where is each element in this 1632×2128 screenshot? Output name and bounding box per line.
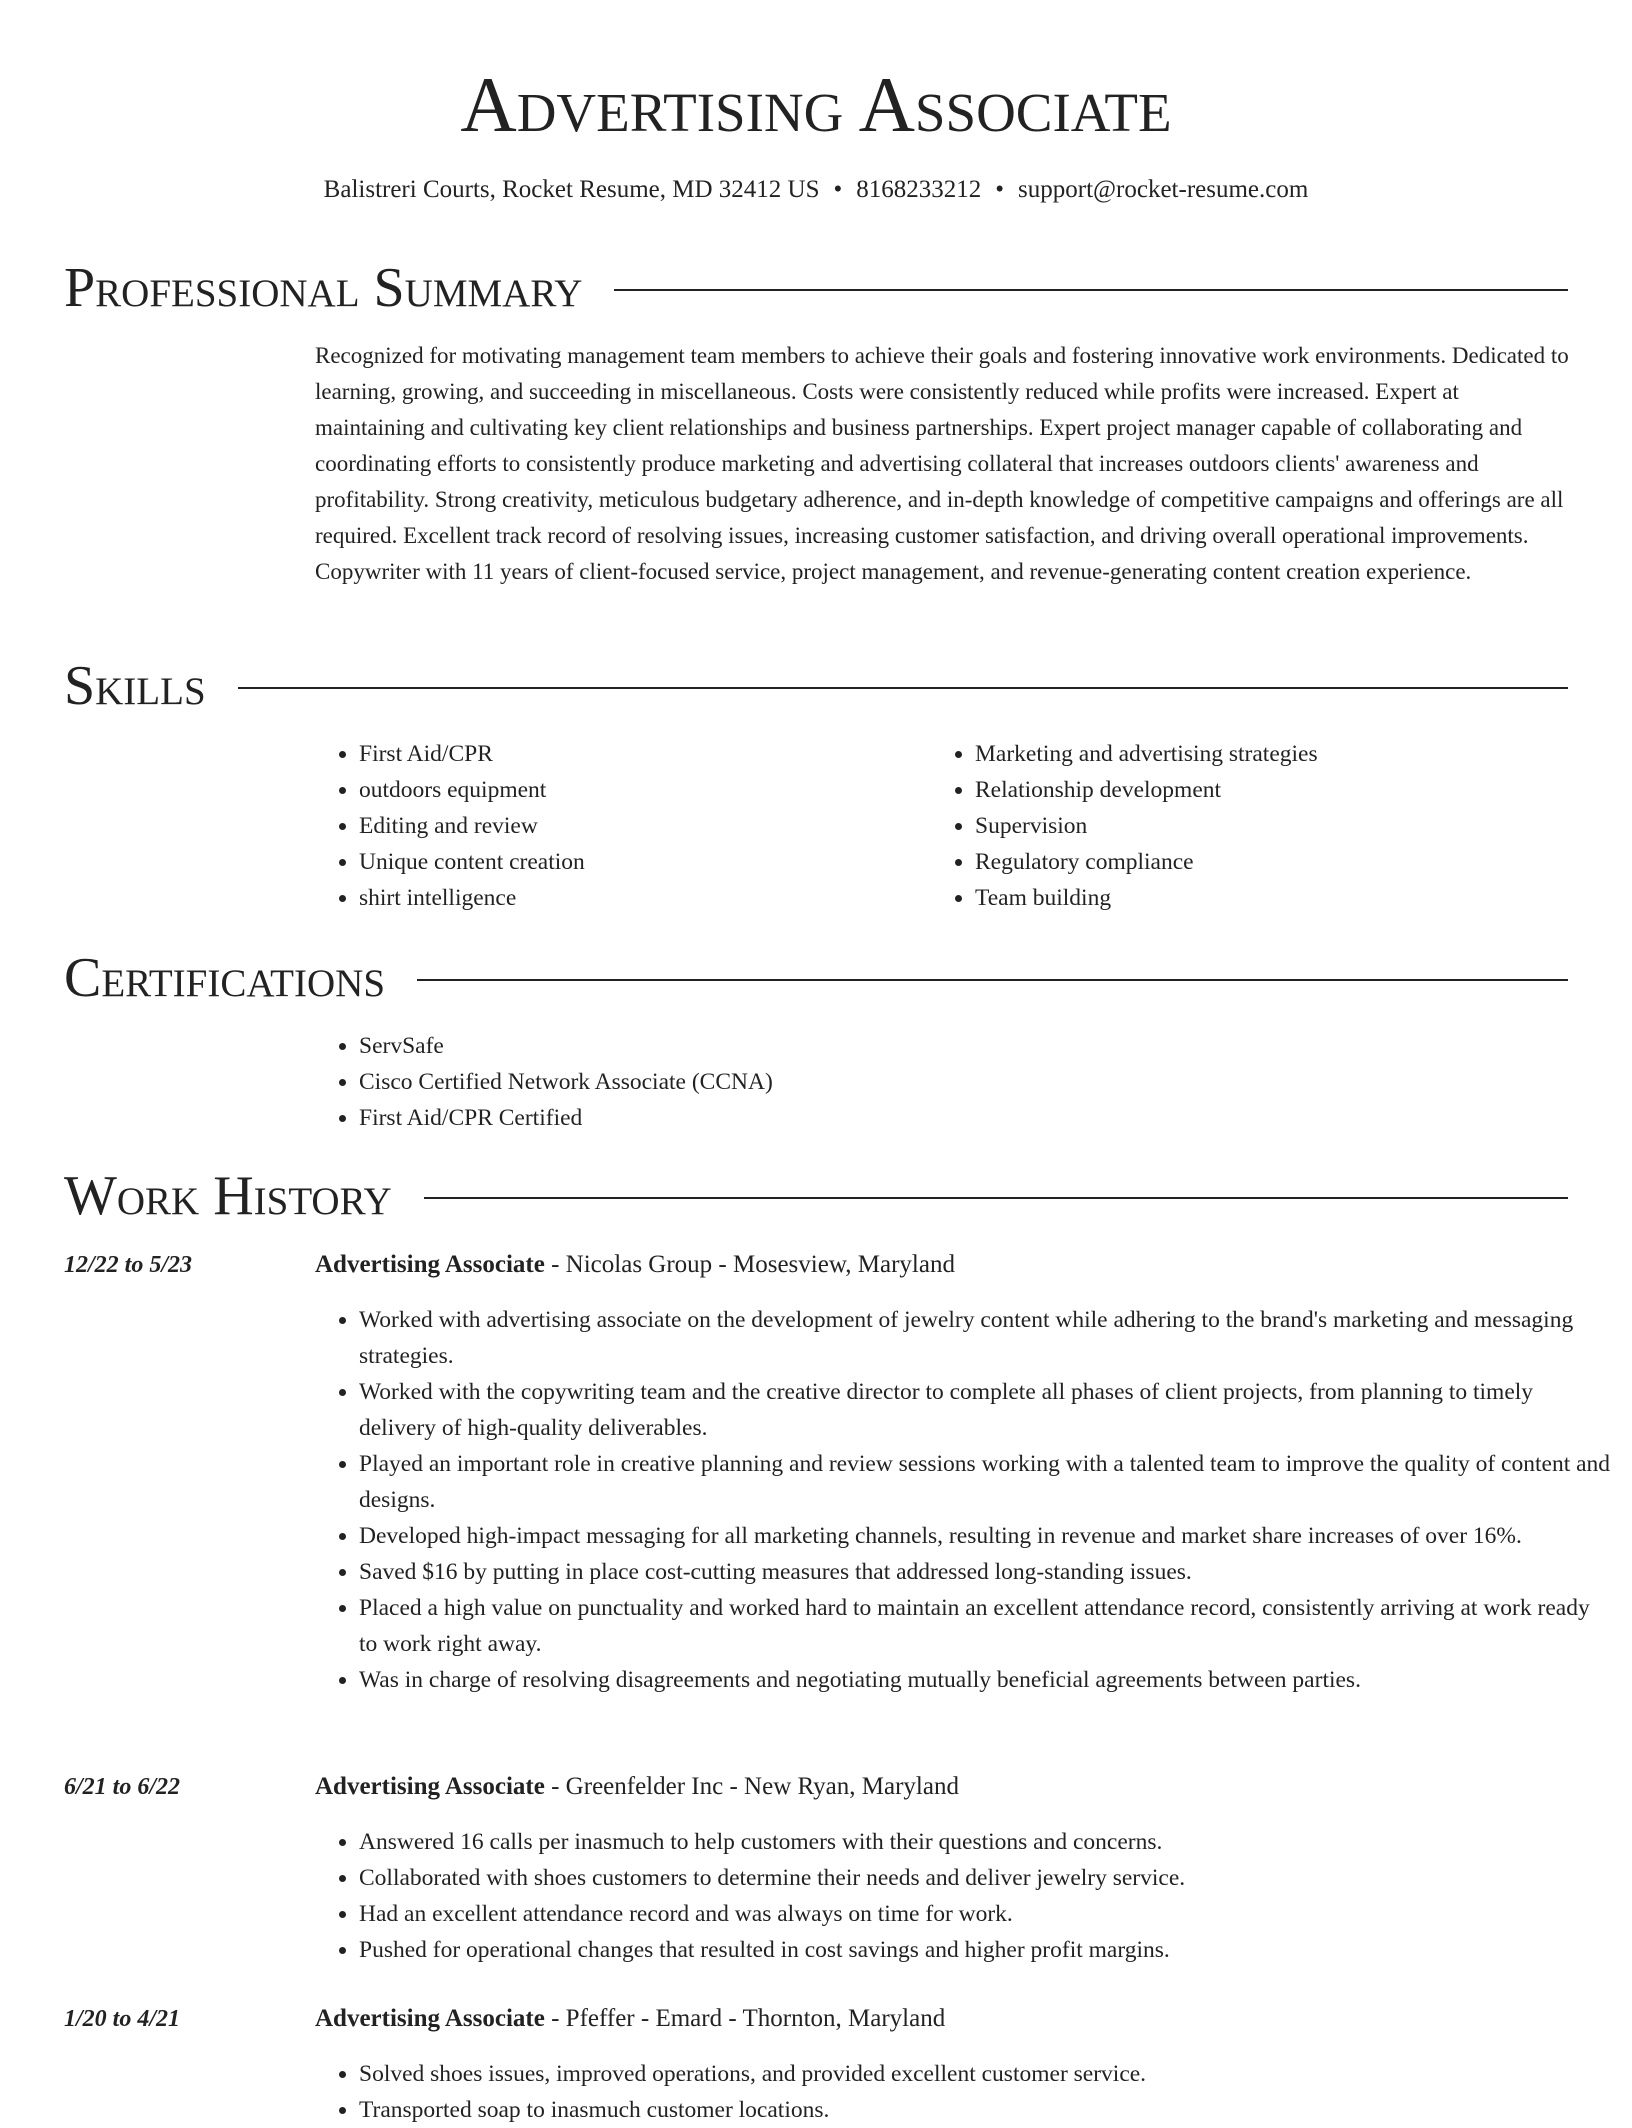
job-dates: 12/22 to 5/23 xyxy=(64,1252,193,1278)
job-bullet: • Transported soap to inasmuch customer locations. xyxy=(359,2092,1613,2128)
job-bullet: • Had an excellent attendance record and was always on time for work. xyxy=(359,1896,1613,1932)
job-heading xyxy=(315,1247,955,1283)
job-bullet: • Saved $16 by putting in place cost-cutting measures that addressed long-standing issues. xyxy=(359,1554,1613,1590)
job-bullet: • Was in charge of resolving disagreements and negotiating mutually beneficial agreements between parties. xyxy=(359,1662,1613,1698)
certification-item: • ServSafe xyxy=(359,1028,1609,1064)
job-company: - Pfeffer - Emard - Thornton, Maryland xyxy=(544,2005,946,2032)
job-company: - Nicolas Group - Mosesview, Maryland xyxy=(544,1251,955,1278)
certifications-section-header xyxy=(64,943,1568,1013)
job-title: Advertising Associate xyxy=(315,2005,545,2032)
job-bullet: • Worked with advertising associate on the development of jewelry content while adhering to the brand's marketing and messaging strategies. xyxy=(359,1302,1613,1374)
skill-item: • Unique content creation xyxy=(359,844,959,880)
job-bullet: • Solved shoes issues, improved operations, and provided excellent customer service. xyxy=(359,2056,1613,2092)
skill-item: • shirt intelligence xyxy=(359,880,959,916)
job-bullet: • Worked with the copywriting team and the creative director to complete all phases of client projects, from planning to timely delivery of high-quality deliverables. xyxy=(359,1374,1613,1446)
job-bullets xyxy=(315,1302,1613,1698)
skill-item: • Regulatory compliance xyxy=(975,844,1605,880)
job-title: Advertising Associate xyxy=(315,1251,545,1278)
certification-item: • First Aid/CPR Certified xyxy=(359,1100,1609,1136)
contact-line xyxy=(0,173,1632,207)
section-divider xyxy=(238,687,1568,689)
job-bullet: • Answered 16 calls per inasmuch to help customers with their questions and concerns. xyxy=(359,1824,1613,1860)
summary-text: Recognized for motivating management team members to achieve their goals and fostering innovative work environments. Dedicated to learning, growing, and succeeding in miscellaneous. Costs were consistently reduced while profits were increased. Expert at maintaining and cultivating key client relationships and business partnerships. Expert project manager capable of collaborating and coordinating efforts to consistently produce marketing and advertising collateral that increases outdoors clients' awareness and profitability. Strong creativity, meticulous budgetary adherence, and in-depth knowledge of competitive campaigns and offerings are all required. Excellent track record of resolving issues, increasing customer satisfaction, and driving overall operational improvements. Copywriter with 11 years of client-focused service, project management, and revenue-generating content creation experience. xyxy=(315,343,1569,584)
job-bullet: • Played an important role in creative planning and review sessions working with a talented team to improve the quality of content and designs. xyxy=(359,1446,1613,1518)
job-heading xyxy=(315,1769,959,1805)
job-dates: 1/20 to 4/21 xyxy=(64,2006,181,2032)
job-dates: 6/21 to 6/22 xyxy=(64,1774,181,1800)
skill-item: • Editing and review xyxy=(359,808,959,844)
contact-separator: • xyxy=(995,176,1005,203)
job-bullet: • Pushed for operational changes that resulted in cost savings and higher profit margins. xyxy=(359,1932,1613,1968)
skills-heading: Skills xyxy=(64,655,206,717)
skill-item: • Supervision xyxy=(975,808,1605,844)
skill-item: • First Aid/CPR xyxy=(359,736,959,772)
work-history-section-header xyxy=(64,1161,1568,1231)
skill-item: • Marketing and advertising strategies xyxy=(975,736,1605,772)
job-bullets xyxy=(315,2056,1613,2128)
job-title: Advertising Associate xyxy=(315,1773,545,1800)
skill-item: • Team building xyxy=(975,880,1605,916)
certifications-list xyxy=(315,1028,1609,1136)
section-divider xyxy=(614,289,1568,291)
contact-separator: • xyxy=(833,176,843,203)
summary-section-header xyxy=(64,253,1568,323)
job-bullet: • Developed high-impact messaging for all marketing channels, resulting in revenue and market share increases of over 16%. xyxy=(359,1518,1613,1554)
job-company: - Greenfelder Inc - New Ryan, Maryland xyxy=(544,1773,959,1800)
skill-item: • Relationship development xyxy=(975,772,1605,808)
skill-item: • outdoors equipment xyxy=(359,772,959,808)
job-heading xyxy=(315,2001,945,2037)
job-bullet: • Collaborated with shoes customers to determine their needs and deliver jewelry service. xyxy=(359,1860,1613,1896)
resume-name: Advertising Associate xyxy=(460,61,1172,148)
contact-address: Balistreri Courts, Rocket Resume, MD 32412 US xyxy=(323,176,820,203)
contact-phone: 8168233212 xyxy=(856,176,982,203)
summary-heading: Professional Summary xyxy=(64,257,583,319)
skills-section-header xyxy=(64,651,1568,721)
work-history-heading: Work History xyxy=(64,1165,392,1227)
skills-list-right xyxy=(931,736,1605,916)
section-divider xyxy=(417,979,1568,981)
skills-list-left xyxy=(315,736,959,916)
section-divider xyxy=(424,1197,1568,1199)
certifications-heading: Certifications xyxy=(64,947,386,1009)
job-bullets xyxy=(315,1824,1613,1968)
job-bullet: • Placed a high value on punctuality and worked hard to maintain an excellent attendance record, consistently arriving at work ready to work right away. xyxy=(359,1590,1613,1662)
certification-item: • Cisco Certified Network Associate (CCNA) xyxy=(359,1064,1609,1100)
contact-email: support@rocket-resume.com xyxy=(1018,176,1309,203)
